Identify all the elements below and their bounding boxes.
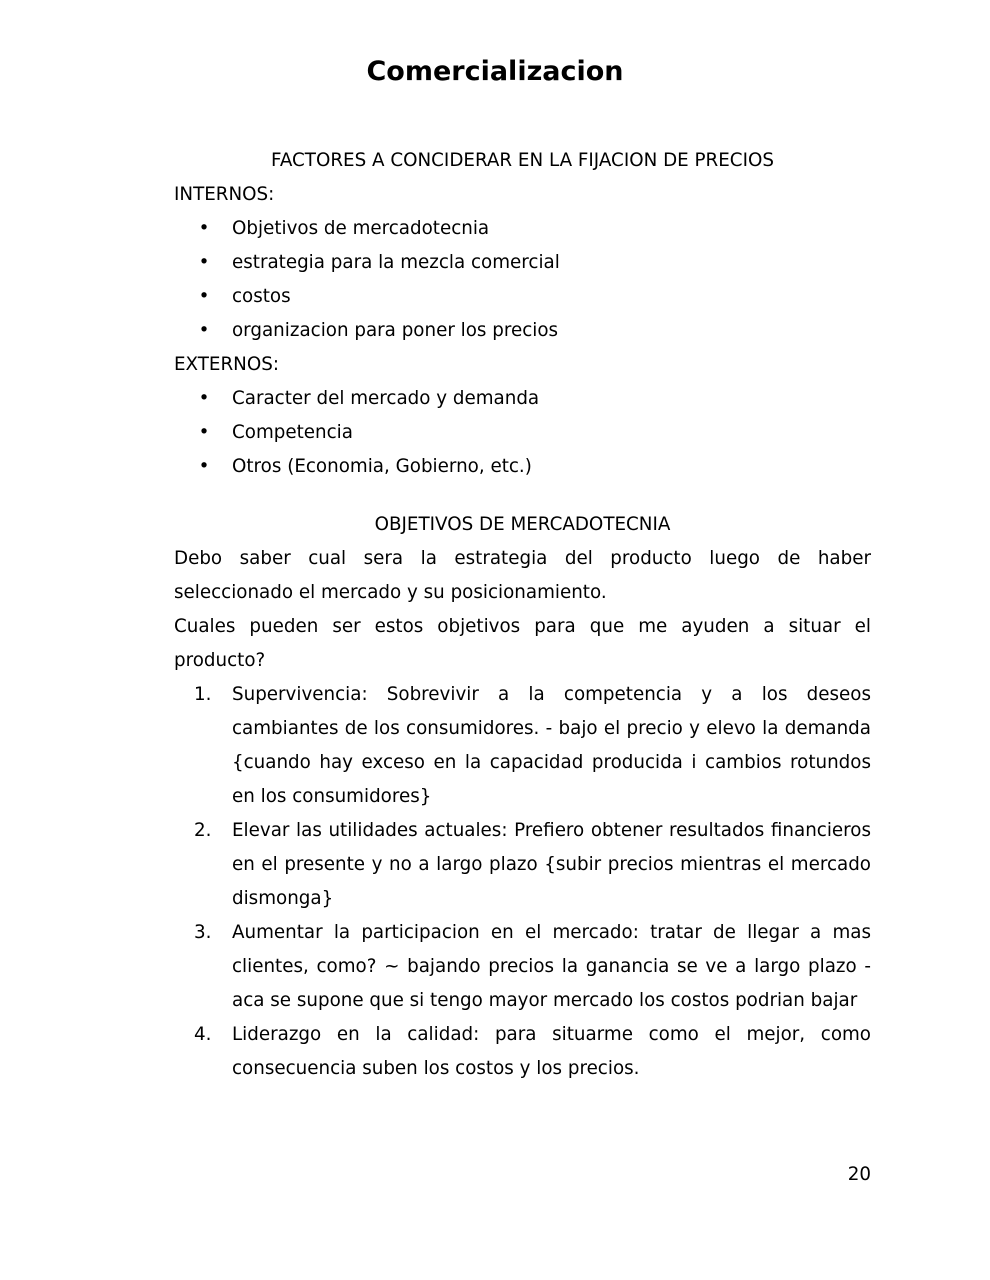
bullet-icon: • bbox=[198, 286, 210, 307]
list-item-text: Liderazgo en la calidad: para situarme como el mejor, como consecuencia suben los costos y los precios. bbox=[232, 1024, 871, 1079]
list-item-text: estrategia para la mezcla comercial bbox=[232, 252, 560, 273]
list-number: 4. bbox=[194, 1024, 212, 1045]
external-factors-list bbox=[174, 382, 871, 484]
list-item bbox=[174, 314, 871, 348]
internal-label: INTERNOS: bbox=[174, 184, 275, 205]
list-item-text: Objetivos de mercadotecnia bbox=[232, 218, 490, 239]
section-heading-objetivos: OBJETIVOS DE MERCADOTECNIA bbox=[374, 514, 671, 535]
list-item-text: Elevar las utilidades actuales: Prefiero obtener resultados financieros en el presente y no a largo plazo {subir precios mientras el mercado dismonga} bbox=[232, 820, 871, 909]
external-label: EXTERNOS: bbox=[174, 354, 280, 375]
list-item bbox=[174, 246, 871, 280]
list-item-text: costos bbox=[232, 286, 291, 307]
list-item bbox=[174, 814, 871, 916]
list-item bbox=[174, 916, 871, 1018]
list-item-text: Competencia bbox=[232, 422, 353, 443]
intro-paragraph: Debo saber cual sera la estrategia del producto luego de haber seleccionado el mercado y su posicionamiento. bbox=[174, 548, 871, 603]
bullet-icon: • bbox=[198, 218, 210, 239]
list-item bbox=[174, 450, 871, 484]
question-paragraph: Cuales pueden ser estos objetivos para que me ayuden a situar el producto? bbox=[174, 616, 871, 671]
objectives-list bbox=[174, 678, 871, 1086]
list-item bbox=[174, 280, 871, 314]
list-item bbox=[174, 1018, 871, 1086]
internal-factors-list bbox=[174, 212, 871, 348]
list-item bbox=[174, 678, 871, 814]
bullet-icon: • bbox=[198, 320, 210, 341]
bullet-icon: • bbox=[198, 388, 210, 409]
list-item bbox=[174, 416, 871, 450]
bullet-icon: • bbox=[198, 252, 210, 273]
bullet-icon: • bbox=[198, 456, 210, 477]
list-item-text: Aumentar la participacion en el mercado: tratar de llegar a mas clientes, como? ~ bajando precios la ganancia se ve a largo plazo - aca se supone que si tengo mayor mercado los costos podrian bajar bbox=[232, 922, 871, 1011]
page-number: 20 bbox=[847, 1164, 871, 1185]
list-number: 1. bbox=[194, 684, 212, 705]
list-item-text: Caracter del mercado y demanda bbox=[232, 388, 540, 409]
list-item bbox=[174, 382, 871, 416]
list-item bbox=[174, 212, 871, 246]
list-number: 2. bbox=[194, 820, 212, 841]
page-title: Comercializacion bbox=[366, 56, 624, 87]
document-body bbox=[174, 144, 871, 1086]
list-number: 3. bbox=[194, 922, 212, 943]
list-item-text: organizacion para poner los precios bbox=[232, 320, 559, 341]
list-item-text: Supervivencia: Sobrevivir a la competencia y a los deseos cambiantes de los consumidores. - bajo el precio y elevo la demanda {cuando hay exceso en la capacidad producida i cambios rotundos en los consumidores} bbox=[232, 684, 871, 807]
section-spacer bbox=[174, 484, 871, 508]
bullet-icon: • bbox=[198, 422, 210, 443]
list-item-text: Otros (Economia, Gobierno, etc.) bbox=[232, 456, 532, 477]
section-heading-factores: FACTORES A CONCIDERAR EN LA FIJACION DE PRECIOS bbox=[271, 150, 774, 171]
